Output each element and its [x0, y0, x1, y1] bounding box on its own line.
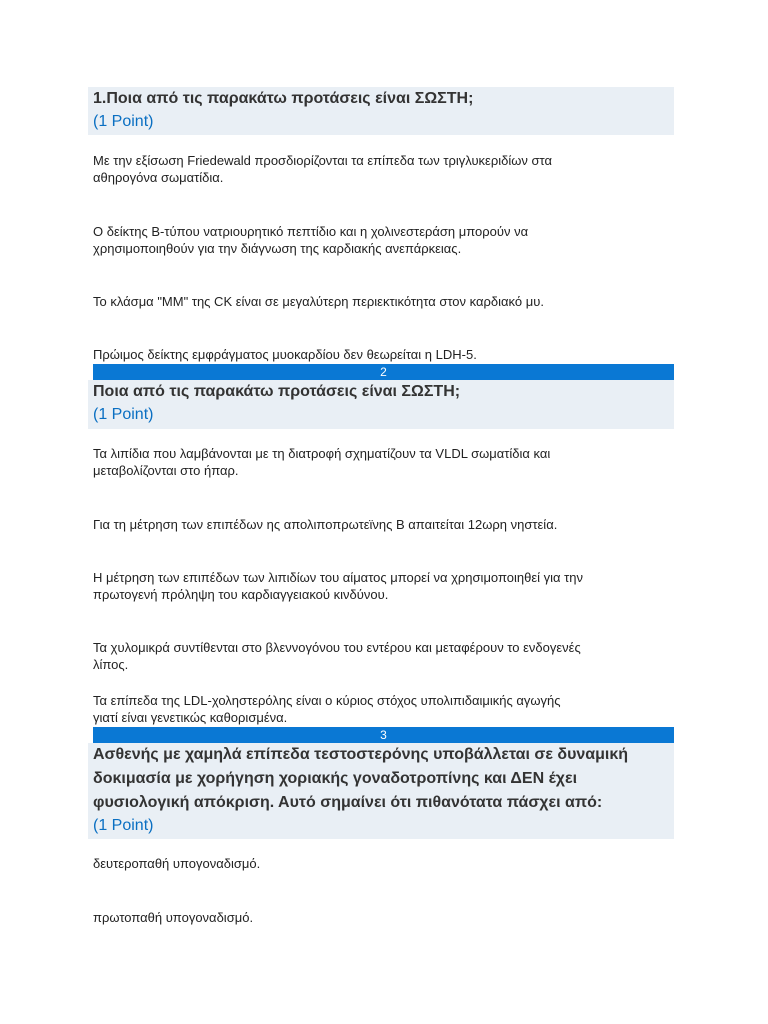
question-3-header [88, 743, 674, 839]
question-3-option-1[interactable]: δευτεροπαθή υπογοναδισμό. [93, 856, 261, 871]
question-3-points: (1 Point) [93, 817, 154, 834]
question-2-option-5[interactable]: Τα επίπεδα της LDL-χοληστερόλης είναι ο κύριος στόχος υπολιπιδαιμικής αγωγής γιατί είναι γενετικώς καθορισμένα. [93, 693, 561, 725]
question-2-points: (1 Point) [93, 406, 154, 423]
question-2-option-4[interactable]: Τα χυλομικρά συντίθενται στο βλεννογόνου του εντέρου και μεταφέρουν το ενδογενές λίπος. [93, 640, 581, 672]
question-1-header [88, 87, 674, 135]
question-1-option-2[interactable]: Ο δείκτης Β-τύπου νατριουρητικό πεπτίδιο και η χολινεστεράση μπορούν να χρησιμοποιηθούν για την διάγνωση της καρδιακής ανεπάρκειας. [93, 224, 529, 256]
question-2-option-3[interactable]: Η μέτρηση των επιπέδων των λιπιδίων του αίματος μπορεί να χρησιμοποιηθεί για την πρωτογενή πρόληψη του καρδιαγγειακού κινδύνου. [93, 570, 584, 602]
question-2-title: Ποια από τις παρακάτω προτάσεις είναι ΣΩΣΤΗ; [93, 383, 461, 400]
question-3-number-bar: 3 [93, 727, 674, 743]
question-2-header [88, 380, 674, 429]
question-1-points: (1 Point) [93, 113, 154, 130]
question-2-number-bar: 2 [93, 364, 674, 380]
question-3-title: Ασθενής με χαμηλά επίπεδα τεστοστερόνης υποβάλλεται σε δυναμική δοκιμασία με χορήγηση χοριακής γοναδοτροπίνης και ΔΕΝ έχει φυσιολογική απόκριση. Αυτό σημαίνει ότι πιθανότατα πάσχει από: [93, 746, 629, 811]
question-3-option-2[interactable]: πρωτοπαθή υπογοναδισμό. [93, 910, 254, 925]
question-2-option-1[interactable]: Τα λιπίδια που λαμβάνονται με τη διατροφή σχηματίζουν τα VLDL σωματίδια και μεταβολίζονται στο ήπαρ. [93, 446, 551, 478]
question-1-option-4[interactable]: Πρώιμος δείκτης εμφράγματος μυοκαρδίου δεν θεωρείται η LDH-5. [93, 347, 477, 362]
question-1-title: 1.Ποια από τις παρακάτω προτάσεις είναι ΣΩΣΤΗ; [93, 90, 474, 107]
question-1-option-1[interactable]: Με την εξίσωση Friedewald προσδιορίζονται τα επίπεδα των τριγλυκεριδίων στα αθηρογόνα σωματίδια. [93, 153, 553, 185]
question-1-option-3[interactable]: Το κλάσμα "ΜΜ" της CK είναι σε μεγαλύτερη περιεκτικότητα στον καρδιακό μυ. [93, 294, 544, 309]
question-2-option-2[interactable]: Για τη μέτρηση των επιπέδων ης απολιποπρωτεϊνης Β απαιτείται 12ωρη νηστεία. [93, 517, 558, 532]
